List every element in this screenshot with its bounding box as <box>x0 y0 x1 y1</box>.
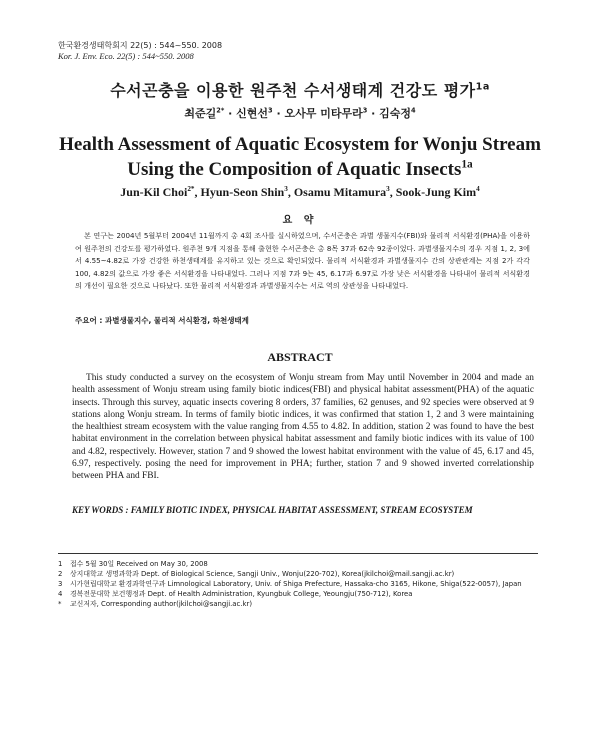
korean-title-text: 수서곤충을 이용한 원주천 수서생태계 건강도 평가 <box>110 81 476 100</box>
english-author: Hyun-Seon Shin <box>200 185 285 199</box>
journal-citation-english: Kor. J. Env. Eco. 22(5) : 544~550. 2008 <box>58 51 194 61</box>
english-title-line-1: Health Assessment of Aquatic Ecosystem for Wonju Stream <box>59 134 541 155</box>
english-title-line-2: Using the Composition of Aquatic Insects <box>127 159 462 180</box>
english-author: Jun-Kil Choi <box>120 185 188 199</box>
korean-author: 신현선 <box>236 107 269 120</box>
author-affiliation-mark: 3 <box>284 185 288 193</box>
korean-keywords <box>75 315 249 326</box>
korean-title-footnote-mark: 1a <box>475 81 490 93</box>
footnote-item <box>58 589 538 599</box>
korean-keywords-list: 과별생물지수, 물리적 서식환경, 하천생태계 <box>104 316 249 325</box>
footnote-mark: 4 <box>58 590 63 598</box>
english-author: Sook-Jung Kim <box>395 185 477 199</box>
author-affiliation-mark: 3 <box>386 185 390 193</box>
korean-summary-body: 본 연구는 2004년 5월부터 2004년 11월까지 총 4회 조사를 실시하였으며, 수서곤충은 과별 생물지수(FBI)와 물리적 서식환경(PHA)을 이용하여 원주천의 건강도를 평가하였다. 원주천 9개 지점을 통해 출현한 수서곤충은 총 8목 37과 62속 92종이었다. 과별생물지수의 경우 지점 1, 2, 3에서 4.55~4.82로 가장 건강한 하천생태계를 유지하고 있는 것으로 확인되었다. 물리적 서식환경과 과별생물지수 간의 상관관계는 지점 2가 각각 100, 4.82의 값으로 가장 좋은 서식환경을 나타내었다. 그러나 지점 7과 9는 45, 6.17과 6.97로 가장 낮은 서식환경을 나타내어 물리적 서식환경의 개선이 필요한 것으로 나타났다. 또한 물리적 서식환경과 과별생물지수는 서로 역의 상관성을 나타내었다. <box>75 231 530 291</box>
abstract-heading: ABSTRACT <box>267 350 333 364</box>
journal-citation-korean: 한국환경생태학회지 22(5) : 544~550. 2008 <box>58 41 223 50</box>
footnote-item <box>58 569 538 579</box>
footnote-mark: 1 <box>58 560 63 568</box>
korean-summary-heading: 요 약 <box>282 215 318 226</box>
english-title <box>0 132 600 182</box>
english-keywords: KEY WORDS : FAMILY BIOTIC INDEX, PHYSICAL HABITAT ASSESSMENT, STREAM ECOSYSTEM <box>72 505 473 515</box>
footnote-item <box>58 559 538 569</box>
footnote-text: 접수 5월 30일 Received on May 30, 2008 <box>70 560 208 568</box>
korean-keywords-label: 주요어 : <box>75 316 103 325</box>
footnote-mark: 3 <box>58 580 63 588</box>
footnote-mark: 2 <box>58 570 63 578</box>
author-affiliation-mark: 3 <box>268 106 273 115</box>
author-affiliation-mark: 2* <box>216 106 225 115</box>
footnote-item <box>58 599 538 609</box>
journal-citation <box>58 40 222 62</box>
footnote-text: 상지대학교 생명과학과 Dept. of Biological Science, Sangji Univ., Wonju(220-702), Korea(jkilchoi@mail.sangji.ac.kr) <box>70 570 455 578</box>
abstract-body: This study conducted a survey on the ecosystem of Wonju stream from May until November in 2004 and made an health assessment of Wonju stream using family biotic indices(FBI) and physical habitat assessment(PHA) of the aquatic insects. Through this survey, aquatic insects covering 8 orders, 37 families, 62 genuses, and 92 species were observed at 9 stations along Wonju stream. In terms of family biotic indices, it was confirmed that station 1, 2 and 3 were maintaining the healthiest stream ecosystem with the value ranging from 4.55 to 4.82. In addition, station 2 was found to have the best habitat environment in the correlation between physical habitat assessment and family biotic indices with its value of 100 and 4.82, respectively. However, station 7 and 9 showed the lowest habitat environment with the value of 45, 6.17 and 45, 6.97, respectively. posing the need for improvement in PHA; further, station 7 and 9 showed inverted correlationship between PHA and FBI. <box>72 373 534 482</box>
footnote-mark: * <box>58 600 62 608</box>
footnote-text: 시가현립대학교 환경과학연구과 Limnological Laboratory, Univ. of Shiga Prefecture, Hassaka-cho 3165, Hikone, Shiga(522-0057), Japan <box>70 580 522 588</box>
author-affiliation-mark: 4 <box>476 185 480 193</box>
footnote-divider <box>58 553 538 554</box>
korean-author: 최준길 <box>184 107 217 120</box>
footnote-text: 교신저자, Corresponding author(jkilchoi@sangji.ac.kr) <box>70 600 253 608</box>
author-affiliation-mark: 4 <box>411 106 416 115</box>
korean-author: 오사무 미타무라 <box>284 107 363 120</box>
author-affiliation-mark: 3 <box>362 106 368 115</box>
korean-title <box>0 78 600 101</box>
footnote-text: 경복전문대학 보건행정과 Dept. of Health Administration, Kyungbuk College, Yeoungju(750-712), Korea <box>70 590 413 598</box>
footnote-list <box>58 559 538 609</box>
korean-author-list: 최준길$^{2*}$ · 신현선$^3$ · 오사무 미타무라$^3$ · 김숙정$^4$ <box>184 106 416 120</box>
english-title-footnote-mark: 1a <box>461 158 473 171</box>
english-author: Osamu Mitamura <box>293 185 387 199</box>
english-author-list: Jun-Kil Choi$^{2*}$, Hyun-Seon Shin$^3$, Osamu Mitamura$^3$, Sook-Jung Kim$^4$ <box>120 185 480 199</box>
author-affiliation-mark: 2* <box>187 185 195 193</box>
korean-author: 김숙정 <box>379 107 412 120</box>
footnote-item <box>58 579 538 589</box>
